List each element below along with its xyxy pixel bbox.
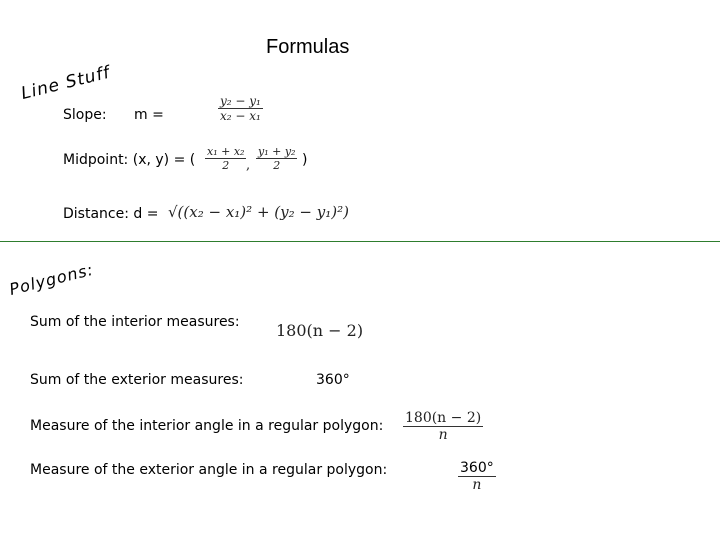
polygons-heading: Polygons: (7, 259, 96, 299)
midpoint-y-numerator: y₁ + y₂ (258, 145, 296, 158)
midpoint-x-denominator: 2 (222, 159, 230, 172)
midpoint-close-paren: ) (302, 152, 308, 168)
slope-formula (218, 94, 263, 123)
slope-label: Slope: (63, 107, 107, 123)
interior-angle-formula (403, 410, 483, 443)
line-stuff-heading: Line Stuff (19, 62, 113, 104)
exterior-angle-label: Measure of the exterior angle in a regular polygon: (30, 462, 388, 478)
exterior-angle-formula (458, 460, 496, 493)
exterior-sum-value: 360° (316, 372, 350, 388)
distance-formula: √((x₂ − x₁)² + (y₂ − y₁)²) (168, 203, 349, 221)
slope-numerator: y₂ − y₁ (220, 94, 261, 108)
midpoint-x-numerator: x₁ + x₂ (207, 145, 245, 158)
interior-angle-numerator: 180(n − 2) (405, 410, 482, 426)
slope-m-label: m = (134, 107, 164, 123)
slope-denominator: x₂ − x₁ (220, 109, 261, 123)
exterior-angle-denominator: n (472, 477, 482, 493)
midpoint-comma: , (246, 158, 251, 173)
interior-angle-denominator: n (438, 427, 448, 443)
interior-sum-formula: 180(n − 2) (276, 321, 364, 340)
exterior-angle-numerator: 360° (460, 460, 494, 476)
interior-angle-label: Measure of the interior angle in a regular polygon: (30, 418, 384, 434)
midpoint-x-formula (205, 145, 246, 172)
interior-sum-label: Sum of the interior measures: (30, 314, 240, 330)
midpoint-y-formula (256, 145, 297, 172)
exterior-sum-label: Sum of the exterior measures: (30, 372, 244, 388)
section-divider (0, 241, 720, 242)
distance-label: Distance: d = (63, 206, 159, 222)
midpoint-y-denominator: 2 (273, 159, 281, 172)
midpoint-label: Midpoint: (x, y) = ( (63, 152, 196, 168)
page-title: Formulas (266, 36, 350, 58)
